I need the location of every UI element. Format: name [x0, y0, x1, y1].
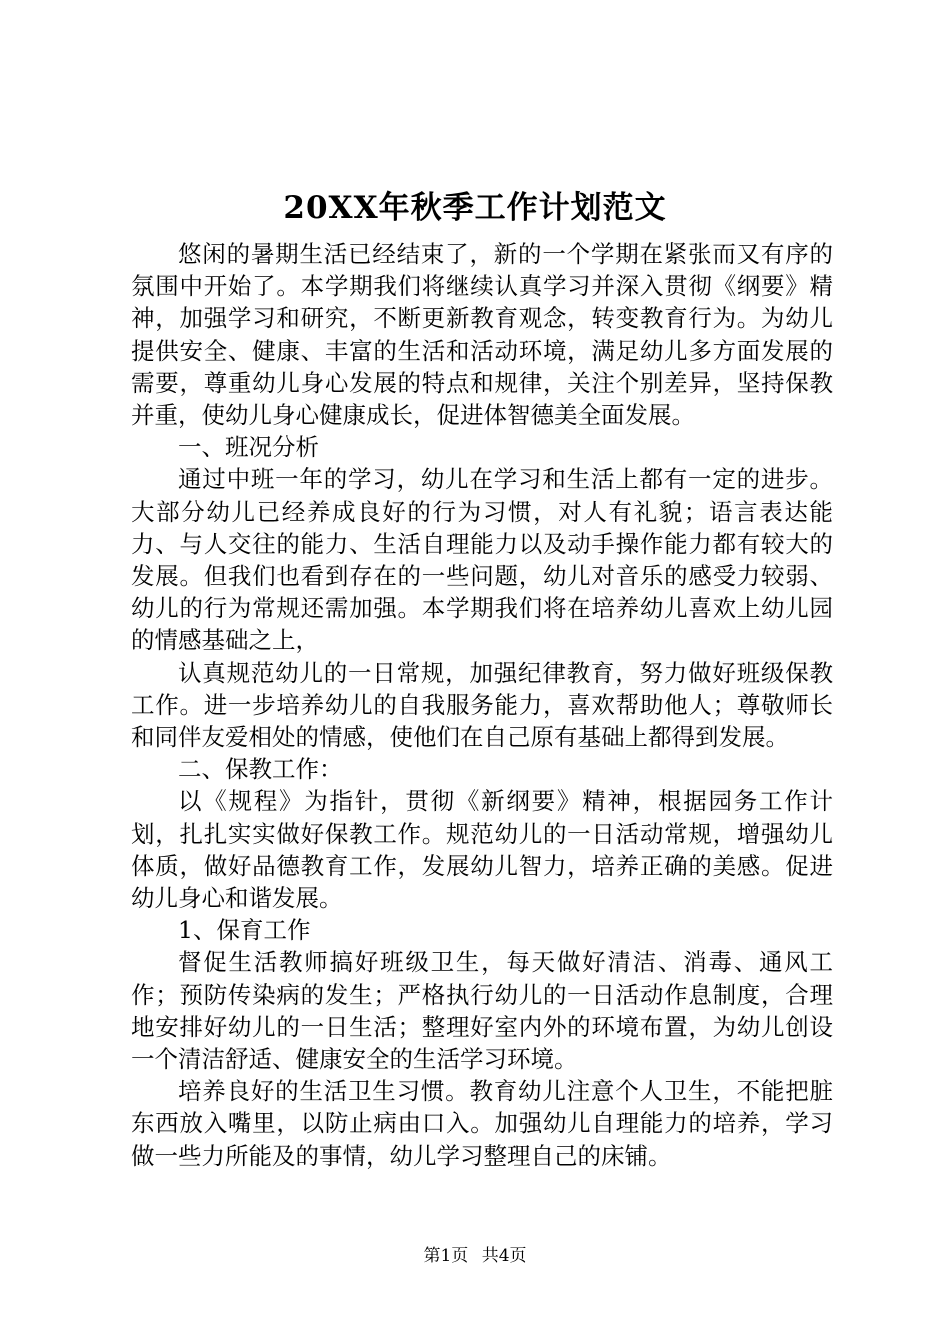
page-footer	[0, 1244, 950, 1268]
section-heading-care-education: 二、保教工作：	[178, 755, 343, 784]
page-number: 第1页	[423, 1246, 469, 1266]
paragraph-care-education: 以《规程》为指针，贯彻《新纲要》精神，根据园务工作计划，扎扎实实做好保教工作。规范幼儿的一日活动常规，增强幼儿体质，做好品德教育工作，发展幼儿智力，培养正确的美感。促进幼儿身心和谐发展。	[131, 787, 833, 913]
paragraph-hygiene: 督促生活教师搞好班级卫生，每天做好清洁、消毒、通风工作；预防传染病的发生；严格执行幼儿的一日活动作息制度，合理地安排好幼儿的一日生活；整理好室内外的环境布置，为幼儿创设一个清洁舒适、健康安全的生活学习环境。	[131, 948, 833, 1074]
subsection-heading-childcare: 1、保育工作	[178, 916, 311, 945]
page-total: 共4页	[481, 1246, 527, 1266]
paragraph-routine: 认真规范幼儿的一日常规，加强纪律教育，努力做好班级保教工作。进一步培养幼儿的自我服务能力，喜欢帮助他人；尊敬师长和同伴友爱相处的情感，使他们在自己原有基础上都得到发展。	[131, 658, 833, 752]
paragraph-class-analysis: 通过中班一年的学习，幼儿在学习和生活上都有一定的进步。大部分幼儿已经养成良好的行为习惯，对人有礼貌；语言表达能力、与人交往的能力、生活自理能力以及动手操作能力都有较大的发展。但我们也看到存在的一些问题，幼儿对音乐的感受力较弱、幼儿的行为常规还需加强。本学期我们将在培养幼儿喜欢上幼儿园的情感基础之上，	[131, 465, 833, 655]
document-body	[131, 238, 833, 1172]
section-heading-class-analysis: 一、班况分析	[178, 433, 319, 462]
paragraph-intro: 悠闲的暑期生活已经结束了，新的一个学期在紧张而又有序的氛围中开始了。本学期我们将继续认真学习并深入贯彻《纲要》精神，加强学习和研究，不断更新教育观念，转变教育行为。为幼儿提供安全、健康、丰富的生活和活动环境，满足幼儿多方面发展的需要，尊重幼儿身心发展的特点和规律，关注个别差异，坚持保教并重，使幼儿身心健康成长，促进体智德美全面发展。	[131, 240, 833, 430]
document-title: 20XX年秋季工作计划范文	[283, 190, 667, 226]
paragraph-habits: 培养良好的生活卫生习惯。教育幼儿注意个人卫生，不能把脏东西放入嘴里，以防止病由口入。加强幼儿自理能力的培养，学习做一些力所能及的事情，幼儿学习整理自己的床铺。	[131, 1077, 833, 1170]
